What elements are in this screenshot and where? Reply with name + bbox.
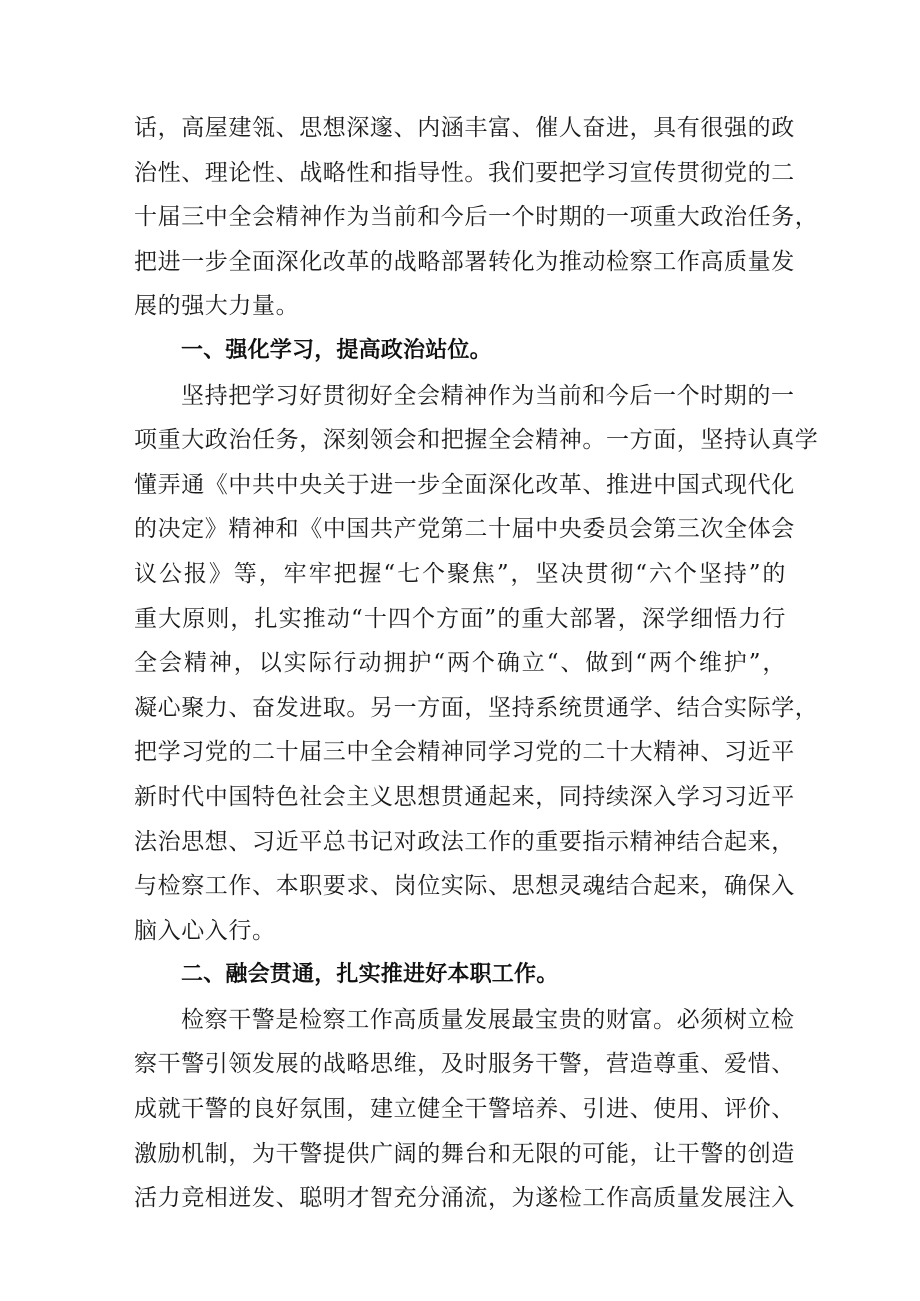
text-line: 重大原则，扎实推动“十四个方面”的重大部署，深学细悟力行 xyxy=(134,605,786,632)
text-line: 凝心聚力、奋发进取。另一方面，坚持系统贯通学、结合实际学， xyxy=(134,694,819,721)
text-line: 展的强大力量。 xyxy=(134,293,300,320)
text-line: 脑入心入行。 xyxy=(134,917,276,944)
text-line: 活力竞相迸发、聪明才智充分涌流，为遂检工作高质量发展注入 xyxy=(134,1185,795,1212)
text-line: 坚持把学习好贯彻好全会精神作为当前和今后一个时期的一 xyxy=(181,382,795,409)
text-line: 十届三中全会精神作为当前和今后一个时期的一项重大政治任务， xyxy=(134,204,819,231)
text-line: 新时代中国特色社会主义思想贯通起来，同持续深入学习习近平 xyxy=(134,783,795,810)
text-line: 激励机制，为干警提供广阔的舞台和无限的可能，让干警的创造 xyxy=(134,1140,795,1167)
text-line: 懂弄通《中共中央关于进一步全面深化改革、推进中国式现代化 xyxy=(134,471,795,498)
text-line: 全会精神，以实际行动拥护“两个确立“、做到“两个维护”， xyxy=(134,650,786,677)
text-line: 察干警引领发展的战略思维，及时服务干警，营造尊重、爱惜、 xyxy=(134,1051,795,1078)
intro-paragraph xyxy=(134,106,819,329)
document-body xyxy=(134,106,819,1221)
text-line: 议公报》等，牢牢把握“七个聚焦”，坚决贯彻“六个坚持”的 xyxy=(134,560,786,587)
section-heading-1: 一、强化学习，提高政治站位。 xyxy=(181,337,492,363)
section-heading-2: 二、融会贯通，扎实推进好本职工作。 xyxy=(181,962,559,988)
text-line: 把进一步全面深化改革的战略部署转化为推动检察工作高质量发 xyxy=(134,248,795,275)
text-line: 成就干警的良好氛围，建立健全干警培养、引进、使用、评价、 xyxy=(134,1096,795,1123)
text-line: 的决定》精神和《中国共产党第二十届中央委员会第三次全体会 xyxy=(134,516,795,543)
section-1-paragraph xyxy=(134,374,819,954)
text-line: 话，高屋建瓴、思想深邃、内涵丰富、催人奋进，具有很强的政 xyxy=(134,115,795,141)
text-line: 与检察工作、本职要求、岗位实际、思想灵魂结合起来，确保入 xyxy=(134,873,795,900)
text-line: 项重大政治任务，深刻领会和把握全会精神。一方面，坚持认真学 xyxy=(134,427,819,454)
text-line: 治性、理论性、战略性和指导性。我们要把学习宣传贯彻党的二 xyxy=(134,159,795,186)
section-2-paragraph xyxy=(134,998,795,1221)
text-line: 把学习党的二十届三中全会精神同学习党的二十大精神、习近平 xyxy=(134,739,795,766)
text-line: 法治思想、习近平总书记对政法工作的重要指示精神结合起来， xyxy=(134,828,795,855)
text-line: 检察干警是检察工作高质量发展最宝贵的财富。必须树立检 xyxy=(181,1006,795,1033)
